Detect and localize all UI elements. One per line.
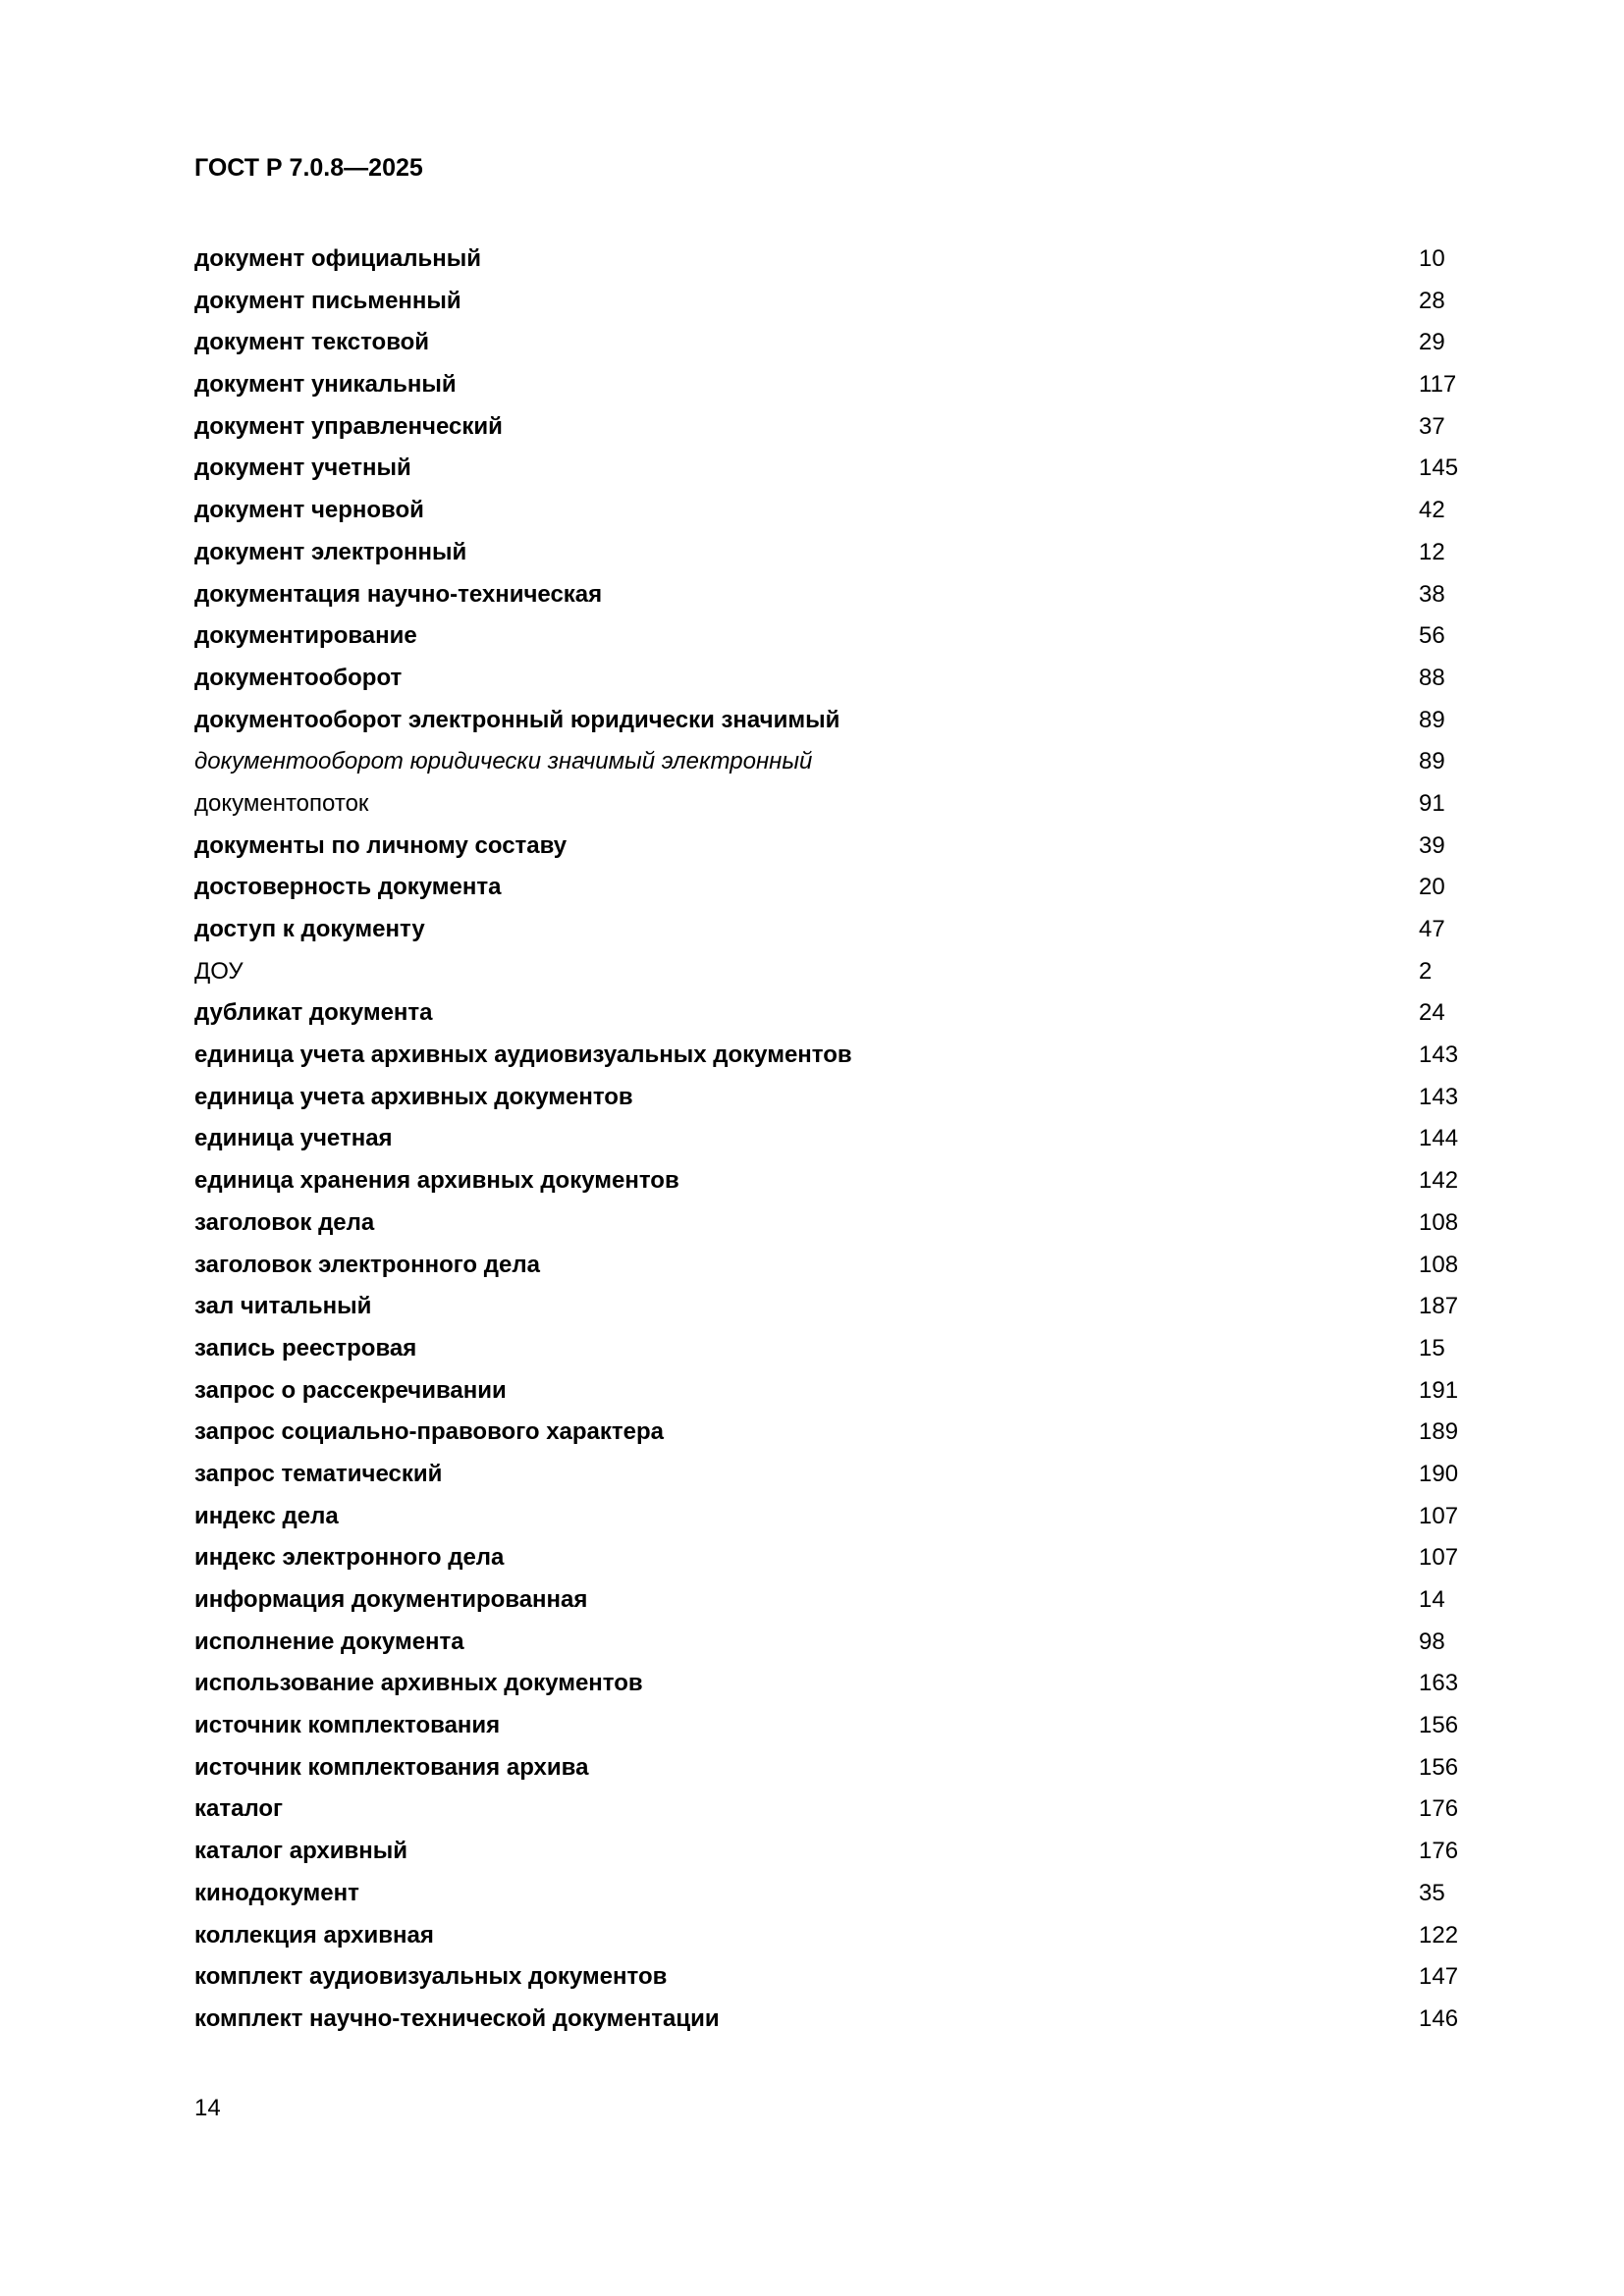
index-term: заголовок дела xyxy=(194,1208,375,1236)
index-entry xyxy=(194,992,1471,1035)
index-entry xyxy=(194,1035,1471,1077)
index-entry xyxy=(194,1873,1471,1915)
index-term: источник комплектования xyxy=(194,1712,501,1739)
index-term-number: 145 xyxy=(1419,454,1459,482)
index-term: документирование xyxy=(194,622,417,650)
index-term-number: 98 xyxy=(1419,1628,1445,1655)
index-entry xyxy=(194,741,1471,783)
index-term: единица учетная xyxy=(194,1125,393,1152)
index-term: зал читальный xyxy=(194,1293,372,1320)
index-term: коллекция архивная xyxy=(194,1921,434,1949)
index-term-number: 176 xyxy=(1419,1795,1459,1823)
index-term: документ электронный xyxy=(194,538,467,565)
index-entry xyxy=(194,1077,1471,1119)
index-term-number: 146 xyxy=(1419,2004,1459,2032)
index-term: запрос тематический xyxy=(194,1460,443,1487)
index-term-number: 88 xyxy=(1419,664,1445,691)
index-entry xyxy=(194,364,1471,406)
index-entry xyxy=(194,1747,1471,1789)
index-term-number: 147 xyxy=(1419,1963,1459,1991)
index-entry xyxy=(194,574,1471,616)
index-term-number: 107 xyxy=(1419,1502,1459,1529)
index-entry xyxy=(194,615,1471,658)
index-entry xyxy=(194,658,1471,700)
index-term-number: 117 xyxy=(1419,371,1457,399)
index-entry xyxy=(194,1245,1471,1287)
index-term: каталог архивный xyxy=(194,1838,408,1865)
index-term-number: 10 xyxy=(1419,245,1445,272)
index-term: документ черновой xyxy=(194,497,424,524)
index-term: дубликат документа xyxy=(194,999,433,1027)
index-term: документ официальный xyxy=(194,245,481,272)
index-entry xyxy=(194,239,1471,281)
index-term-number: 107 xyxy=(1419,1544,1459,1572)
index-term: источник комплектования архива xyxy=(194,1753,589,1781)
index-term: документ письменный xyxy=(194,287,461,314)
index-entry xyxy=(194,1915,1471,1957)
index-entry xyxy=(194,1118,1471,1160)
index-entry xyxy=(194,700,1471,742)
index-term: комплект научно-технической документации xyxy=(194,2004,720,2032)
index-term: кинодокумент xyxy=(194,1879,359,1906)
index-term-number: 12 xyxy=(1419,538,1445,565)
index-term: документопоток xyxy=(194,789,369,817)
index-term-number: 91 xyxy=(1419,789,1445,817)
index-entry xyxy=(194,406,1471,449)
index-entry xyxy=(194,1789,1471,1831)
index-term: каталог xyxy=(194,1795,284,1823)
index-term: запись реестровая xyxy=(194,1334,417,1362)
index-term-number: 37 xyxy=(1419,412,1445,440)
index-term: документооборот юридически значимый электронный xyxy=(194,748,813,775)
index-entry xyxy=(194,1328,1471,1370)
page-number: 14 xyxy=(194,2095,221,2121)
index-term-number: 108 xyxy=(1419,1251,1459,1278)
index-term: единица учета архивных аудиовизуальных документов xyxy=(194,1041,852,1069)
index-entry xyxy=(194,1160,1471,1202)
index-term-number: 143 xyxy=(1419,1041,1459,1069)
index-term-number: 189 xyxy=(1419,1418,1459,1446)
index-entry xyxy=(194,783,1471,826)
index-term-number: 29 xyxy=(1419,329,1445,356)
index-term: документ учетный xyxy=(194,454,411,482)
index-entry xyxy=(194,1370,1471,1413)
index-term-number: 187 xyxy=(1419,1293,1459,1320)
index-entry xyxy=(194,1202,1471,1245)
index-term: достоверность документа xyxy=(194,874,502,901)
index-term-number: 28 xyxy=(1419,287,1445,314)
index-entry xyxy=(194,322,1471,364)
index-term-number: 42 xyxy=(1419,497,1445,524)
index-term-number: 24 xyxy=(1419,999,1445,1027)
index-term: документ уникальный xyxy=(194,371,457,399)
index-term-number: 56 xyxy=(1419,622,1445,650)
index-entry xyxy=(194,490,1471,532)
index-entry xyxy=(194,1999,1471,2041)
index-entry xyxy=(194,532,1471,574)
index-term: доступ к документу xyxy=(194,916,425,942)
index-entry xyxy=(194,1537,1471,1579)
index-entry xyxy=(194,1579,1471,1622)
index-term: документооборот xyxy=(194,664,403,691)
index-entry xyxy=(194,826,1471,868)
alphabetical-index xyxy=(194,239,1471,2041)
index-term: документация научно-техническая xyxy=(194,580,603,608)
index-term: единица хранения архивных документов xyxy=(194,1167,679,1195)
index-term-number: 108 xyxy=(1419,1208,1459,1236)
index-term-number: 191 xyxy=(1419,1376,1459,1404)
index-entry xyxy=(194,1286,1471,1328)
index-entry xyxy=(194,1412,1471,1454)
index-entry xyxy=(194,867,1471,909)
index-term: использование архивных документов xyxy=(194,1670,643,1697)
index-term-number: 35 xyxy=(1419,1879,1445,1906)
index-term-number: 15 xyxy=(1419,1334,1445,1362)
index-term-number: 143 xyxy=(1419,1083,1459,1110)
index-entry xyxy=(194,909,1471,951)
index-term-number: 20 xyxy=(1419,874,1445,901)
index-term: комплект аудиовизуальных документов xyxy=(194,1963,668,1991)
index-term-number: 163 xyxy=(1419,1670,1459,1697)
index-term-number: 2 xyxy=(1419,957,1433,985)
index-entry xyxy=(194,448,1471,490)
index-term-number: 122 xyxy=(1419,1921,1459,1949)
index-term: запрос социально-правового характера xyxy=(194,1418,665,1446)
index-term: информация документированная xyxy=(194,1586,588,1613)
index-entry xyxy=(194,1831,1471,1873)
index-term: индекс электронного дела xyxy=(194,1544,505,1572)
standard-header: ГОСТ Р 7.0.8—2025 xyxy=(194,154,423,182)
index-entry xyxy=(194,1622,1471,1664)
index-term-number: 144 xyxy=(1419,1125,1459,1152)
index-term: документ текстовой xyxy=(194,329,430,356)
index-entry xyxy=(194,1705,1471,1747)
index-term-number: 89 xyxy=(1419,706,1445,733)
index-term-number: 38 xyxy=(1419,580,1445,608)
index-entry xyxy=(194,951,1471,993)
index-term-number: 156 xyxy=(1419,1712,1459,1739)
index-entry xyxy=(194,1663,1471,1705)
index-term: документы по личному составу xyxy=(194,831,568,859)
index-term-number: 89 xyxy=(1419,748,1445,775)
index-term: документооборот электронный юридически значимый xyxy=(194,706,840,733)
index-term: ДОУ xyxy=(194,957,244,985)
index-term: запрос о рассекречивании xyxy=(194,1376,507,1404)
index-entry xyxy=(194,1454,1471,1496)
index-term: индекс дела xyxy=(194,1502,339,1529)
index-term-number: 190 xyxy=(1419,1460,1459,1487)
index-entry xyxy=(194,1956,1471,1999)
index-term-number: 142 xyxy=(1419,1167,1459,1195)
index-term-number: 176 xyxy=(1419,1838,1459,1865)
index-term: единица учета архивных документов xyxy=(194,1083,633,1110)
index-term-number: 47 xyxy=(1419,916,1445,942)
index-term: заголовок электронного дела xyxy=(194,1251,540,1278)
index-entry xyxy=(194,281,1471,323)
index-term: исполнение документа xyxy=(194,1628,464,1655)
index-term-number: 39 xyxy=(1419,831,1445,859)
index-entry xyxy=(194,1496,1471,1538)
index-term: документ управленческий xyxy=(194,412,503,440)
index-term-number: 156 xyxy=(1419,1753,1459,1781)
index-term-number: 14 xyxy=(1419,1586,1445,1613)
